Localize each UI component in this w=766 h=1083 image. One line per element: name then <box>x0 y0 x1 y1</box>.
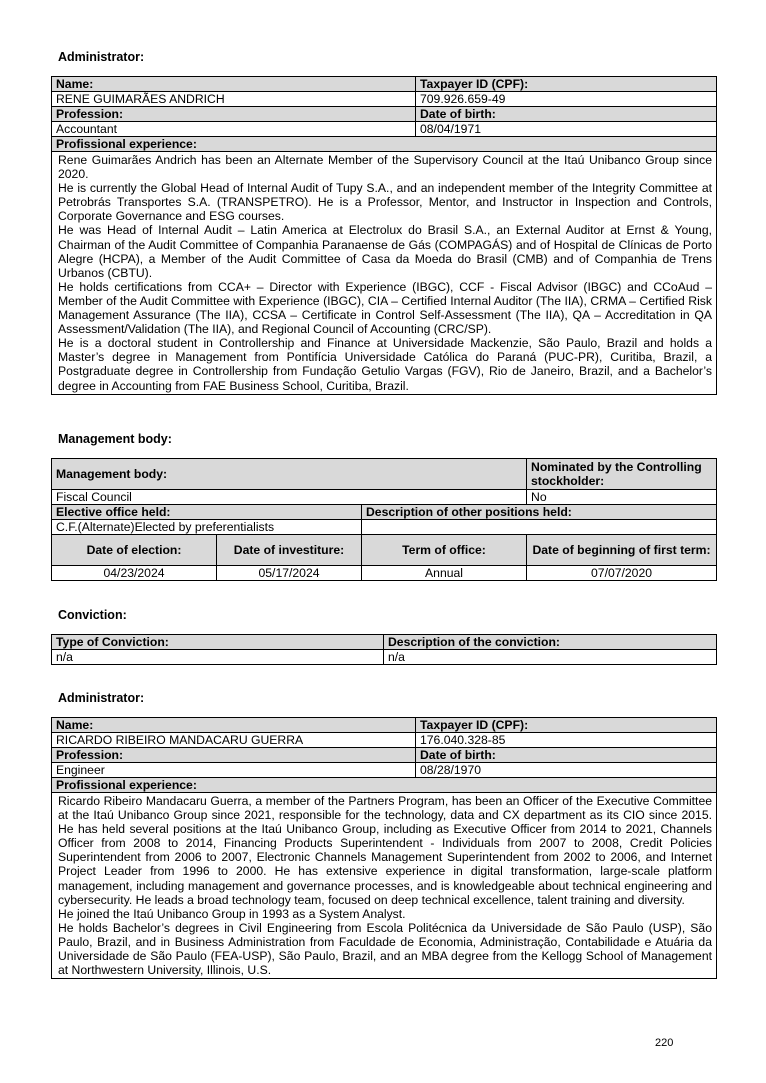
experience-paragraph: Rene Guimarães Andrich has been an Alternate Member of the Supervisory Council at the Itaú Unibanco Group since 2020. <box>58 153 712 182</box>
other-positions-value <box>362 520 717 535</box>
elective-office-label: Elective office held: <box>52 505 362 520</box>
date-of-election-value: 04/23/2024 <box>52 566 217 581</box>
conviction-table <box>51 634 717 665</box>
term-of-office-label: Term of office: <box>362 535 527 566</box>
experience-label: Profissional experience: <box>52 778 717 793</box>
date-of-election-label: Date of election: <box>52 535 217 566</box>
first-term-label: Date of beginning of first term: <box>527 535 717 566</box>
management-body-value: Fiscal Council <box>52 490 527 505</box>
section-title-management-body: Management body: <box>58 432 172 446</box>
administrator-1-table <box>51 76 717 395</box>
experience-paragraph: He is a doctoral student in Controllership and Finance at Universidade Mackenzie, São Paulo, Brazil and holds a Master’s degree in Management from Pontifícia Universidade Católica do Paraná (PUC-PR), Curitiba, Brazil, a Postgraduate degree in Controllership from Fundação Getulio Vargas (FGV), Rio de Janeiro, Brazil, and a Bachelor’s degree in Accounting from FAE Business School, Curitiba, Brazil. <box>58 336 712 393</box>
elective-office-value: C.F.(Alternate)Elected by preferentialists <box>52 520 362 535</box>
other-positions-label: Description of other positions held: <box>362 505 717 520</box>
taxpayer-id-value: 176.040.328-85 <box>416 733 717 748</box>
experience-paragraph: Ricardo Ribeiro Mandacaru Guerra, a member of the Partners Program, has been an Officer of the Executive Committee at the Itaú Unibanco Group since 2021, responsible for the technology, data and CX department as its CIO since 2015. He has held several positions at the Itaú Unibanco Group, including as Executive Officer from 2014 to 2021, Channels Officer from 2008 to 2014, Financing Products Superintendent - Individuals from 2007 to 2008, Credit Policies Superintendent from 2006 to 2007, Electronic Channels Management Superintendent from 2002 to 2006, and Internet Project Leader from 1996 to 2000. He has extensive experience in digital transformation, large-scale platform management, including management and governance processes, and is knowledgeable about technical engineering and cybersecurity. He leads a broad technology team, focused on deep technical excellence, talent training and diversity. <box>58 794 712 907</box>
management-body-label: Management body: <box>52 459 527 490</box>
term-of-office-value: Annual <box>362 566 527 581</box>
experience-label: Profissional experience: <box>52 137 717 152</box>
first-term-value: 07/07/2020 <box>527 566 717 581</box>
experience-paragraph: He was Head of Internal Audit – Latin America at Electrolux do Brasil S.A., an External Auditor at Ernst & Young, Chairman of the Audit Committee of Companhia Paranaense de Gás (COMPAGÁS) and of Hospital de Clínicas de Porto Alegre (HCPA), a Member of the Audit Committee of Casa da Moeda do Brasil (CMB) and of Companhia de Trens Urbanos (CBTU). <box>58 223 712 280</box>
administrator-2-table <box>51 717 717 979</box>
profession-value: Engineer <box>52 763 416 778</box>
date-of-investiture-label: Date of investiture: <box>217 535 362 566</box>
profession-label: Profession: <box>52 748 416 763</box>
experience-paragraph: He is currently the Global Head of Internal Audit of Tupy S.A., and an independent member of the Integrity Committee at Petrobrás Transportes S.A. (TRANSPETRO). He is a Professor, Mentor, and Instructor in Inspection and Controls, Corporate Governance and ESG courses. <box>58 181 712 224</box>
profession-label: Profession: <box>52 107 416 122</box>
name-label: Name: <box>52 77 416 92</box>
taxpayer-id-label: Taxpayer ID (CPF): <box>416 77 717 92</box>
nominated-value: No <box>527 490 717 505</box>
experience-text <box>52 152 717 395</box>
management-body-table <box>51 458 717 581</box>
name-value: RICARDO RIBEIRO MANDACARU GUERRA <box>52 733 416 748</box>
date-of-investiture-value: 05/17/2024 <box>217 566 362 581</box>
date-of-birth-value: 08/28/1970 <box>416 763 717 778</box>
experience-text <box>52 793 717 979</box>
conviction-type-label: Type of Conviction: <box>52 635 384 650</box>
date-of-birth-label: Date of birth: <box>416 748 717 763</box>
page-number: 220 <box>655 1037 674 1049</box>
conviction-description-value: n/a <box>384 650 717 665</box>
taxpayer-id-value: 709.926.659-49 <box>416 92 717 107</box>
date-of-birth-value: 08/04/1971 <box>416 122 717 137</box>
name-label: Name: <box>52 718 416 733</box>
conviction-description-label: Description of the conviction: <box>384 635 717 650</box>
experience-paragraph: He holds certifications from CCA+ – Director with Experience (IBGC), CCF - Fiscal Advisor (IBGC) and CCoAud – Member of the Audit Committee with Experience (IBGC), CIA – Certified Internal Auditor (The IIA), CRMA – Certified Risk Management Assurance (The IIA), CCSA – Certificate in Control Self-Assessment (The IIA), QA – Accreditation in QA Assessment/Validation (The IIA), and Regional Council of Accounting (CRC/SP). <box>58 279 712 337</box>
experience-paragraph: He joined the Itaú Unibanco Group in 1993 as a System Analyst. <box>58 906 406 921</box>
section-title-conviction: Conviction: <box>58 608 127 622</box>
nominated-label: Nominated by the Controlling stockholder: <box>527 459 717 490</box>
section-title-administrator-1: Administrator: <box>58 50 145 64</box>
section-title-administrator-2: Administrator: <box>58 691 145 705</box>
experience-paragraph: He holds Bachelor’s degrees in Civil Engineering from Escola Politécnica da Universidade de São Paulo (USP), São Paulo, Brazil, and in Business Administration from Faculdade de Economia, Administração, Contabilidade e Atuária da Universidade de São Paulo (FEA-USP), São Paulo, Brazil, and an MBA degree from the Kellogg School of Management at Northwestern University, Illinois, U.S. <box>58 920 712 978</box>
name-value: RENE GUIMARÃES ANDRICH <box>52 92 416 107</box>
date-of-birth-label: Date of birth: <box>416 107 717 122</box>
conviction-type-value: n/a <box>52 650 384 665</box>
taxpayer-id-label: Taxpayer ID (CPF): <box>416 718 717 733</box>
profession-value: Accountant <box>52 122 416 137</box>
